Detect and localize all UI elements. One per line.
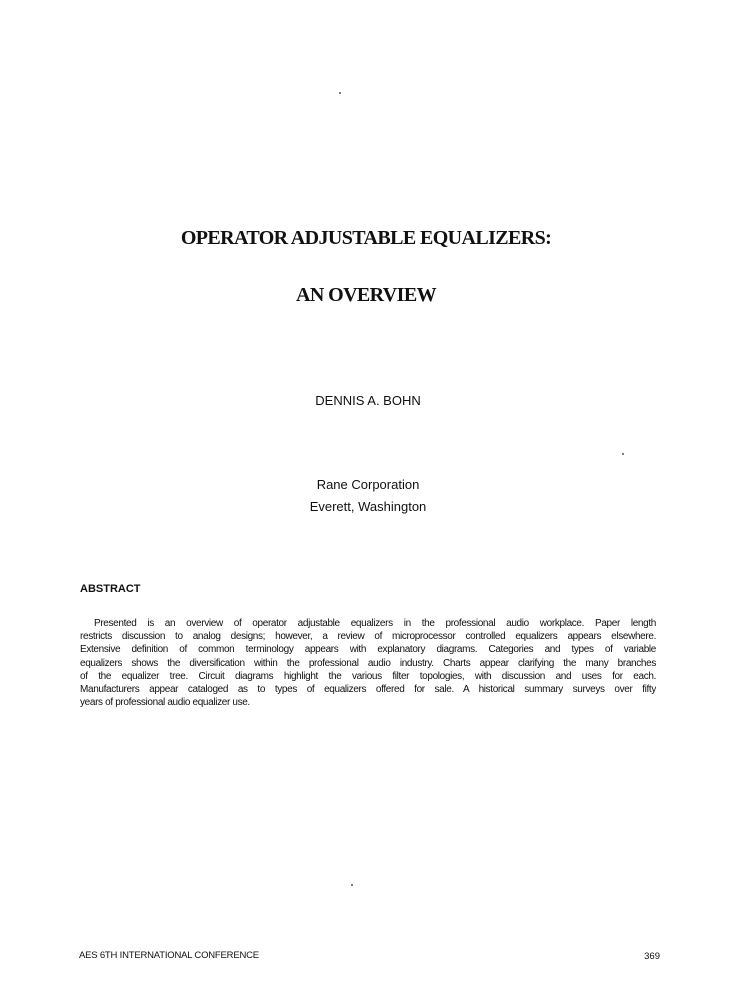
paper-title-line-2: AN OVERVIEW (296, 284, 436, 306)
scan-speck (339, 92, 341, 94)
abstract-body (80, 617, 656, 709)
author-name: DENNIS A. BOHN (315, 393, 421, 408)
paper-title-line-1: OPERATOR ADJUSTABLE EQUALIZERS: (180, 227, 552, 249)
abstract-line: Manufacturers appear cataloged as to types of equalizers offered for sale. A historical summary surveys over fifty (80, 684, 656, 696)
affiliation-organization: Rane Corporation (316, 477, 420, 492)
abstract-line: restricts discussion to analog designs; however, a review of microprocessor controlled equalizers appears elsewhere. (80, 631, 656, 643)
abstract-line: equalizers shows the diversification within the professional audio industry. Charts appear clarifying the many branches (80, 657, 656, 669)
scan-speck (351, 884, 353, 886)
abstract-line: of the equalizer tree. Circuit diagrams highlight the various filter topologies, with discussion and uses for each. (80, 670, 656, 682)
scan-speck (622, 453, 624, 455)
abstract-heading: ABSTRACT (80, 583, 141, 595)
footer-page-number: 369 (644, 951, 660, 962)
abstract-line: years of professional audio equalizer use. (80, 697, 250, 709)
abstract-line: Extensive definition of common terminology appears with explanatory diagrams. Categories and types of variable (80, 644, 656, 656)
footer-conference: AES 6TH INTERNATIONAL CONFERENCE (79, 950, 259, 961)
affiliation-location: Everett, Washington (309, 499, 427, 514)
abstract-line: Presented is an overview of operator adjustable equalizers in the professional audio workplace. Paper length (94, 618, 656, 629)
